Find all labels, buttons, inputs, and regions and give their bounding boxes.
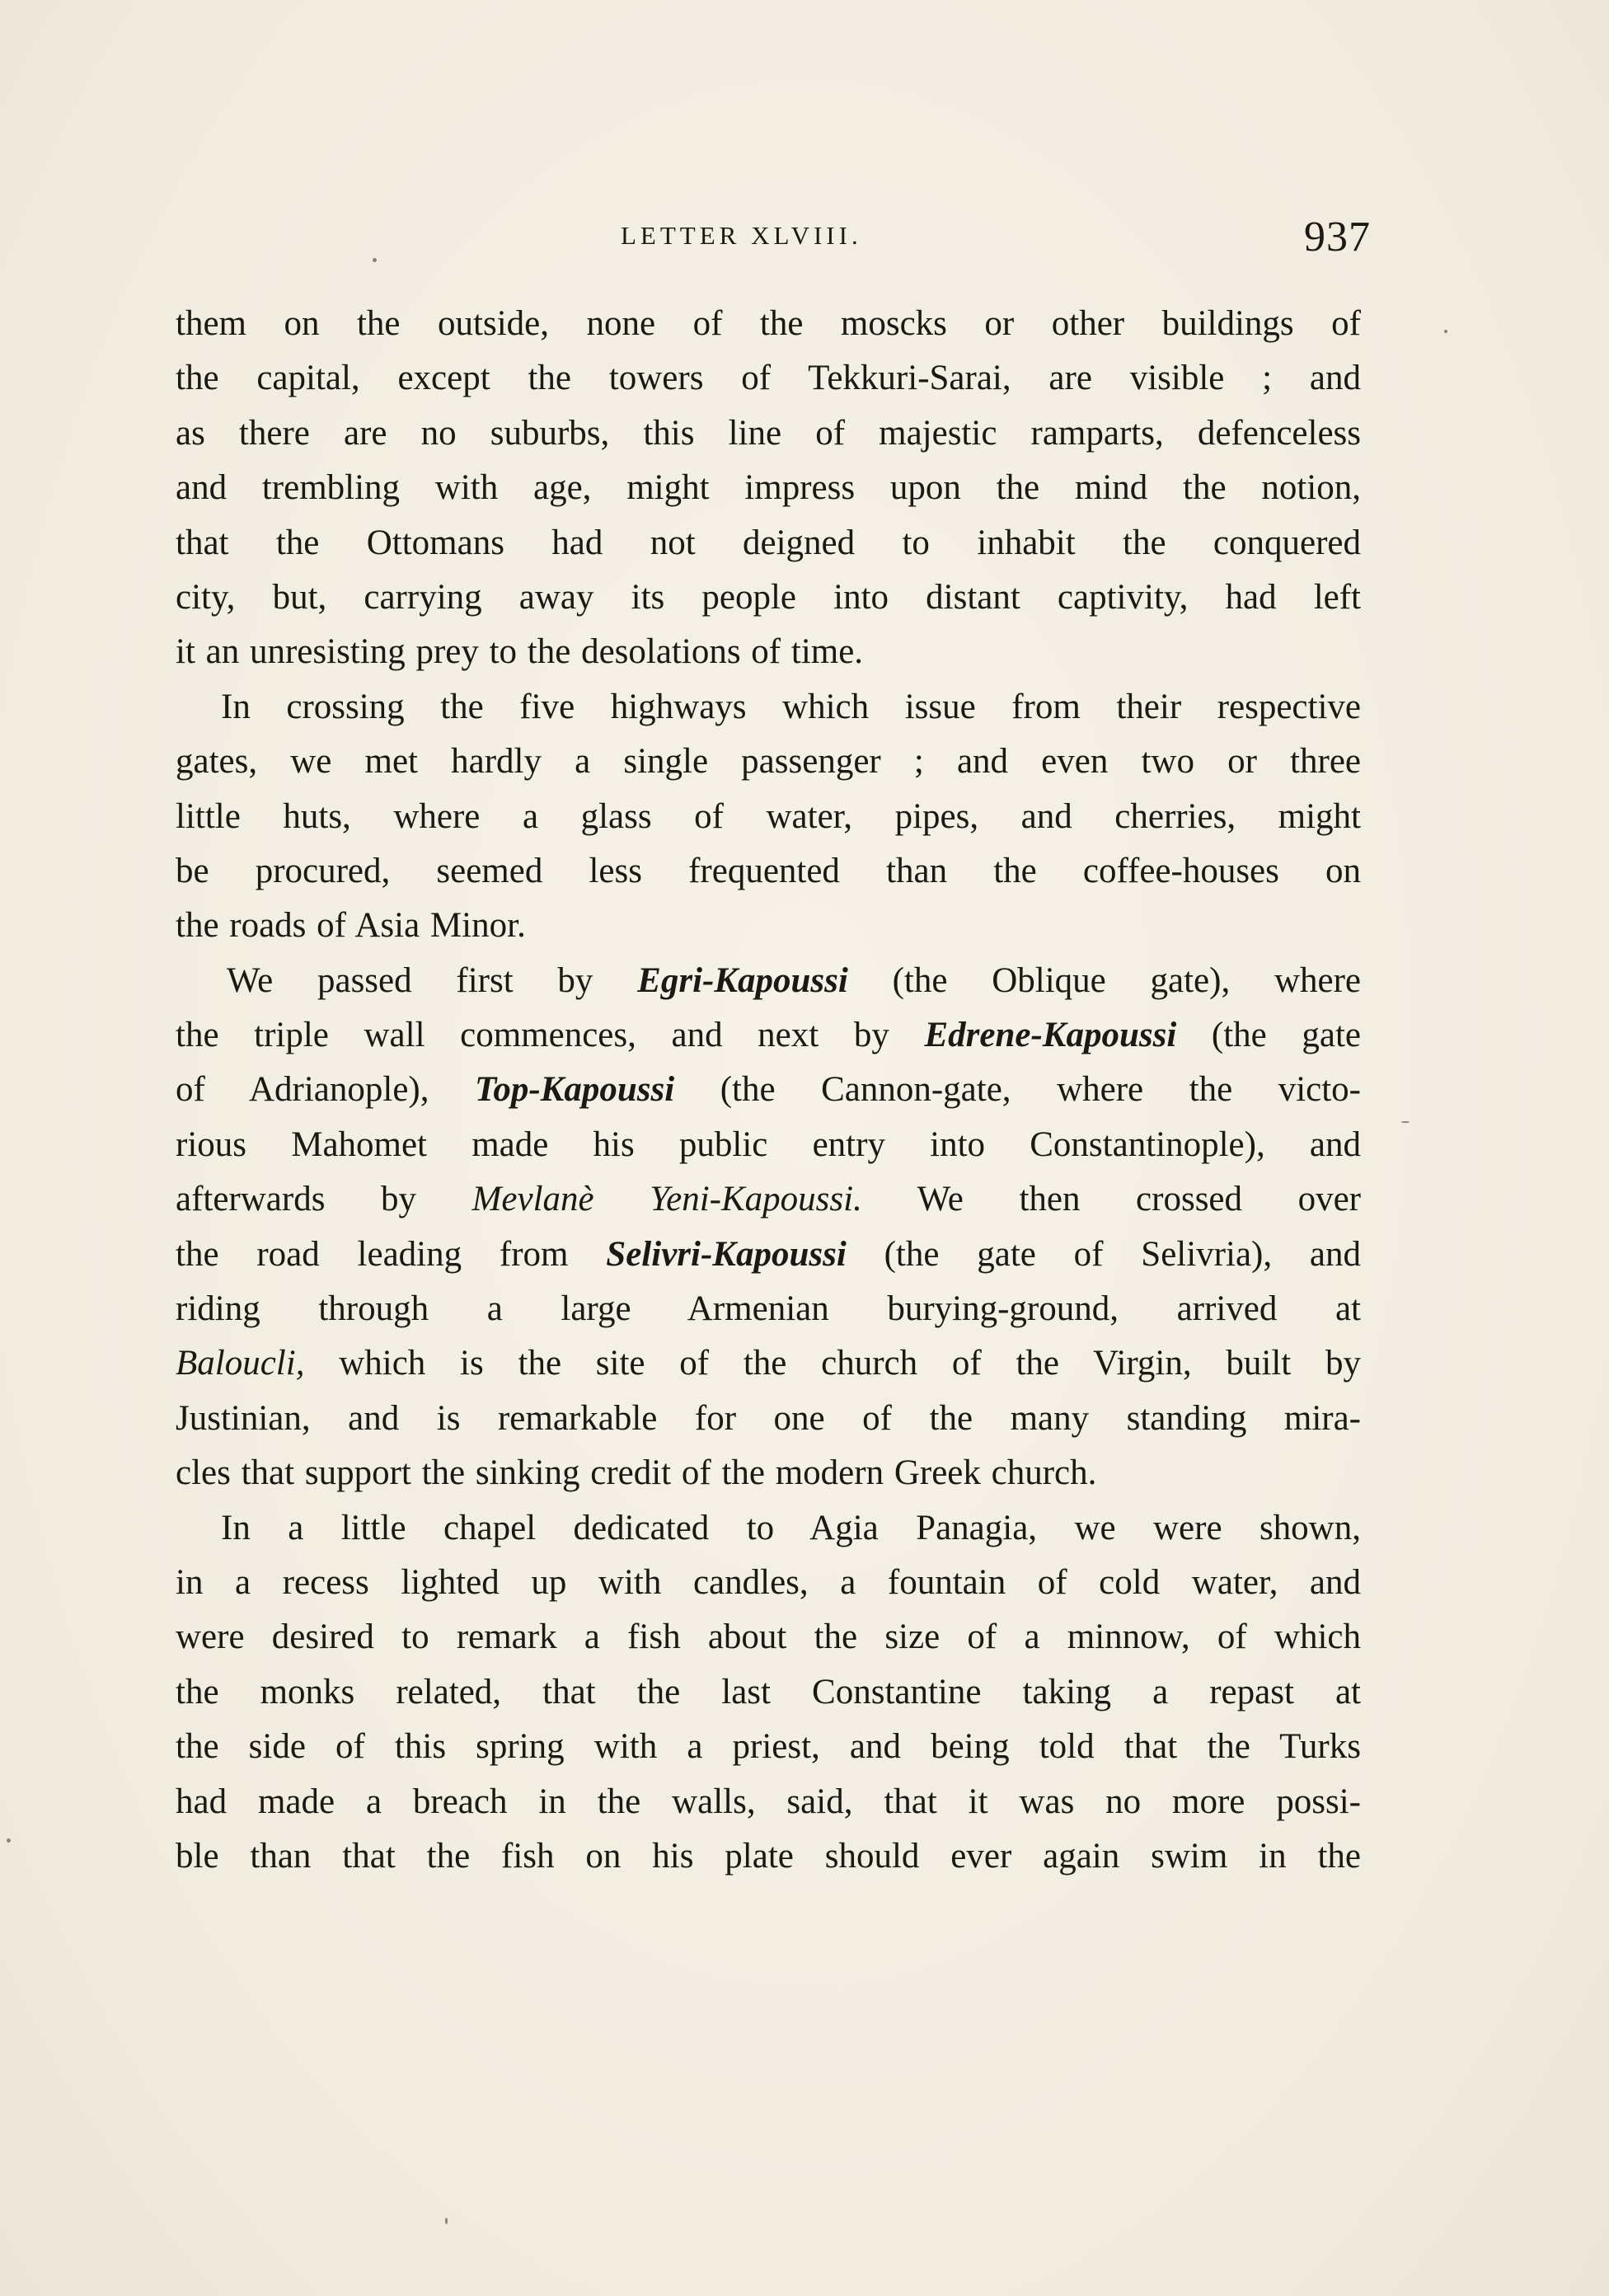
text-line: that the Ottomans had not deigned to inhabit the conquered <box>176 523 1361 562</box>
text-line: had made a breach in the walls, said, that it was no more possi- <box>176 1782 1361 1821</box>
paper-speck <box>7 1838 11 1843</box>
italic-place-name: Selivri-Kapoussi <box>606 1234 847 1274</box>
text-line: them on the outside, none of the moscks or other buildings of <box>176 304 1361 343</box>
text-line: the roads of Asia Minor. <box>176 906 526 946</box>
text-line: the monks related, that the last Constantine taking a repast at <box>176 1672 1361 1711</box>
text-line: of Adrianople), Top-Kapoussi (the Cannon-gate, where the victo- <box>176 1070 1361 1110</box>
paper-speck <box>1401 1121 1410 1123</box>
text-line: Baloucli, which is the site of the church of the Virgin, built by <box>176 1344 1361 1383</box>
text-line: it an unresisting prey to the desolations of time. <box>176 632 864 672</box>
text-line: rious Mahomet made his public entry into Constantinople), and <box>176 1125 1361 1164</box>
running-head <box>176 213 1371 262</box>
body-text <box>176 297 1361 1884</box>
text-line: in a recess lighted up with candles, a fountain of cold water, and <box>176 1562 1361 1602</box>
text-line: ble than that the fish on his plate should ever again swim in the <box>176 1836 1361 1876</box>
paper-speck <box>373 258 377 262</box>
text-line: as there are no suburbs, this line of majestic ramparts, defenceless <box>176 413 1361 453</box>
text-line: In crossing the five highways which issue from their respective <box>221 687 1361 726</box>
paper-speck <box>445 2218 448 2224</box>
italic-place-name: Edrene-Kapoussi <box>924 1016 1177 1055</box>
text-line: the road leading from Selivri-Kapoussi (the gate of Selivria), and <box>176 1234 1361 1274</box>
text-line: We passed first by Egri-Kapoussi (the Oblique gate), where <box>227 960 1361 1000</box>
italic-place-name: Top-Kapoussi <box>475 1070 675 1110</box>
header-title: LETTER XLVIII. <box>621 221 862 250</box>
text-line: little huts, where a glass of water, pipes, and cherries, might <box>176 796 1361 836</box>
page-number: 937 <box>1304 214 1371 261</box>
text-line: city, but, carrying away its people into distant captivity, had left <box>176 577 1361 617</box>
text-line: gates, we met hardly a single passenger ; and even two or three <box>176 742 1361 782</box>
italic-place-name: Egri-Kapoussi <box>637 960 848 1000</box>
text-line: Justinian, and is remarkable for one of the many standing mira- <box>176 1398 1361 1438</box>
text-line: afterwards by Mevlanè Yeni-Kapoussi. We then crossed over <box>176 1180 1361 1219</box>
text-line: In a little chapel dedicated to Agia Panagia, we were shown, <box>221 1508 1361 1547</box>
text-line: be procured, seemed less frequented than the coffee-houses on <box>176 851 1361 890</box>
text-line: were desired to remark a fish about the size of a minnow, of which <box>176 1618 1361 1657</box>
text-line: the triple wall commences, and next by Edrene-Kapoussi (the gate <box>176 1016 1361 1055</box>
text-line: riding through a large Armenian burying-ground, arrived at <box>176 1289 1361 1329</box>
text-line: and trembling with age, might impress upon the mind the notion, <box>176 468 1361 508</box>
text-line: cles that support the sinking credit of the modern Greek church. <box>176 1453 1097 1493</box>
text-line: the capital, except the towers of Tekkuri-Sarai, are visible ; and <box>176 359 1361 398</box>
text-line: the side of this spring with a priest, and being told that the Turks <box>176 1727 1361 1767</box>
italic-place-name: Mevlanè Yeni-Kapoussi. <box>471 1180 862 1219</box>
italic-place-name: Baloucli, <box>176 1344 305 1383</box>
paper-speck <box>1444 330 1447 333</box>
